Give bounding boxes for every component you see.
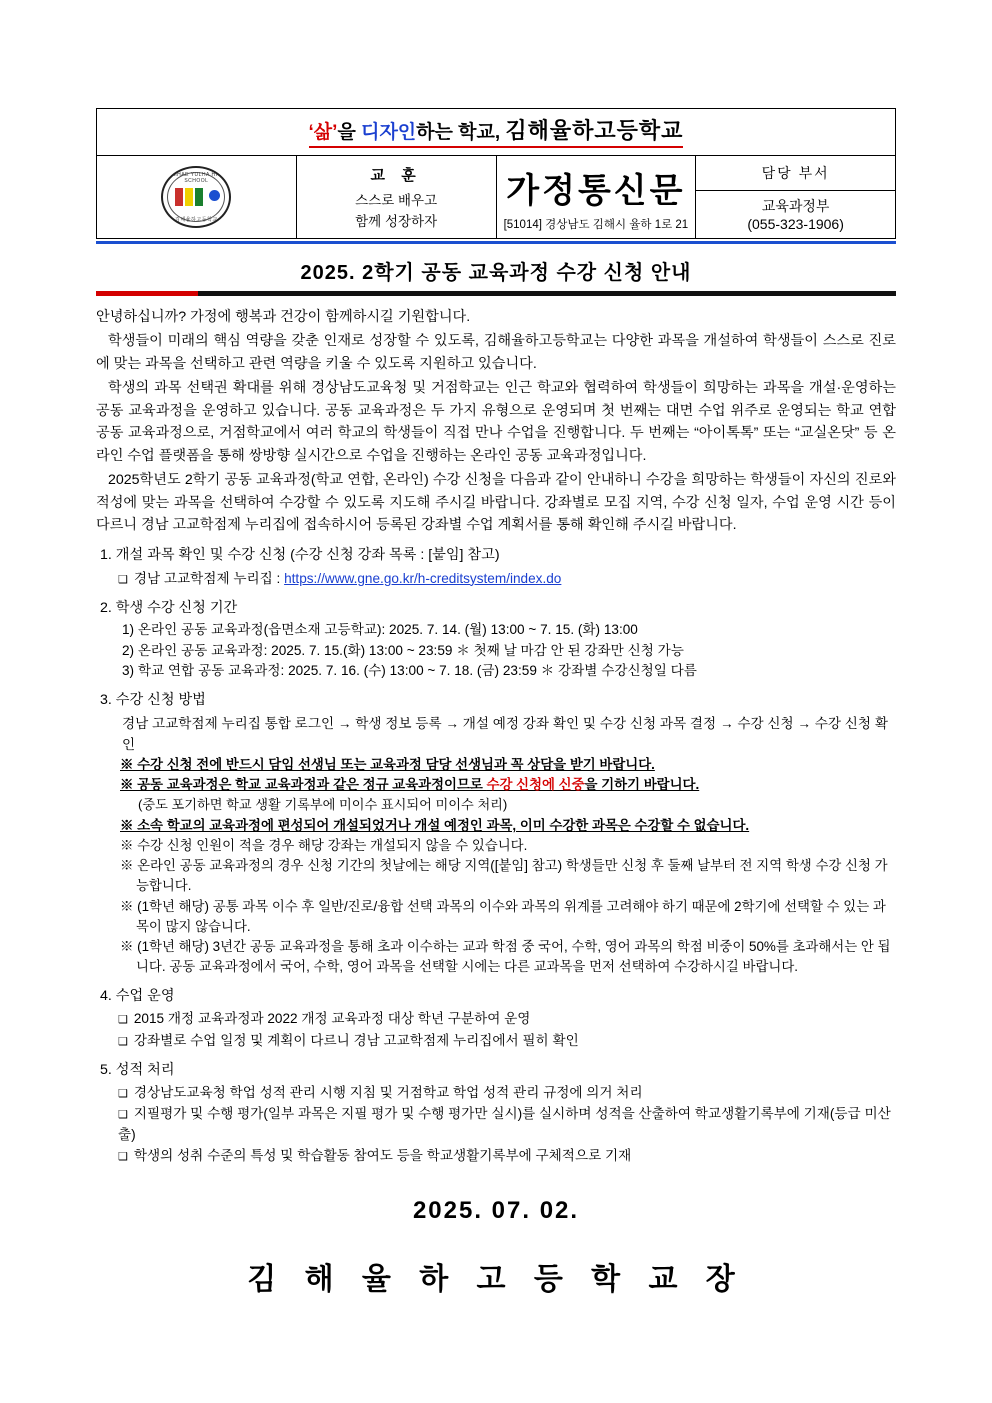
section-2-heading: 2. 학생 수강 신청 기간 — [100, 599, 238, 616]
section-3-note-2 — [120, 775, 896, 795]
section-4-item-0-text: 2015 개정 교육과정과 2022 개정 교육과정 대상 학년 구분하여 운영 — [133, 1011, 531, 1027]
department-phone: (055-323-1906) — [747, 216, 844, 232]
note-2-pre: ※ 공동 교육과정은 학교 교육과정과 같은 정규 교육과정이므로 — [120, 777, 487, 793]
emblem-top-text: KIMHAE YULHA HIGH SCHOOL — [166, 172, 226, 184]
intro-paragraph-4: 2025학년도 2학기 공동 교육과정(학교 연합, 온라인) 수강 신청을 다음과 같이 안내하니 수강을 희망하는 학생들이 자신의 진로와 적성에 맞는 과목을 선택하여 수강할 수 있도록 지도해 주시길 바랍니다. 강좌별로 모집 지역, 수강 신청 일자, 수업 운영 시간 등이 다르니 경남 고교학점제 누리집에 접속하시어 등록된 강좌별 수업 계획서를 통해 확인해 주시길 바랍니다. — [96, 472, 896, 533]
section-3-note-1: ※ 수강 신청 전에 반드시 담임 선생님 또는 교육과정 담당 선생님과 꼭 상담을 받기 바랍니다. — [120, 757, 655, 773]
nuri-label: 경남 고교학점제 누리집 : — [133, 570, 285, 586]
section-3-note-7: ※ (1학년 해당) 공통 과목 이수 후 일반/진로/융합 선택 과목의 이수와 과목의 위계를 고려해야 하기 때문에 2학기에 선택할 수 있는 과목이 많지 않습니다. — [120, 898, 886, 934]
school-address: [51014] 경상남도 김해시 율하 1로 21 — [503, 218, 689, 231]
slogan-part-2: 을 — [337, 122, 362, 143]
section-3-heading: 3. 수강 신청 방법 — [100, 692, 206, 709]
section-4-item-1 — [118, 1030, 896, 1051]
section-3-note-8: ※ (1학년 해당) 3년간 공동 교육과정을 통해 초과 이수하는 교과 학점 중 국어, 수학, 영어 과목의 학점 비중이 50%를 초과해서는 안 됩니다. 공동 교육과정에서 국어, 수학, 영어 과목을 선택할 시에는 다른 교과목을 먼저 선택하여 수강하시길 바랍니다. — [120, 938, 891, 974]
school-motto-cell — [296, 156, 496, 239]
section-4-item-1-text: 강좌별로 수업 일정 및 계획이 다르니 경남 고교학점제 누리집에서 필히 확인 — [133, 1032, 579, 1048]
section-5-item-0-text: 경상남도교육청 학업 성적 관리 시행 지침 및 거점학교 학업 성적 관리 규정에 의거 처리 — [133, 1085, 643, 1100]
department-header: 담당 부서 — [696, 156, 895, 191]
slogan-part-3: 디자인 — [361, 122, 417, 143]
school-slogan-bar — [97, 109, 896, 156]
section-4 — [96, 985, 896, 1051]
section-3-note-5: ※ 수강 신청 인원이 적을 경우 해당 강좌는 개설되지 않을 수 있습니다. — [120, 838, 528, 854]
school-emblem-icon — [161, 166, 231, 228]
page-title: 2025. 2학기 공동 교육과정 수강 신청 안내 — [300, 262, 692, 284]
nuri-link[interactable]: https://www.gne.go.kr/h-creditsystem/index.do — [284, 570, 562, 586]
section-4-item-0 — [118, 1008, 896, 1029]
intro-paragraph-2: 학생들이 미래의 핵심 역량을 갖춘 인재로 성장할 수 있도록, 김해율하고등학교는 다양한 과목을 개설하여 학생들이 스스로 진로에 맞는 과목을 선택하고 관련 역량을 키울 수 있도록 지원하고 있습니다. — [96, 333, 896, 372]
slogan-part-1: ‘삶’ — [308, 122, 338, 143]
section-5-item-1-text: 지필평가 및 수행 평가(일부 과목은 지필 평가 및 수행 평가만 실시)를 실시하며 성적을 산출하여 학교생활기록부에 기재(등급 미산출) — [118, 1106, 891, 1143]
document-type-cell — [496, 156, 696, 239]
title-divider — [96, 291, 896, 296]
section-5-item-2 — [118, 1145, 896, 1166]
motto-line-2: 함께 성장하자 — [355, 214, 438, 229]
section-3-flow: 경남 고교학점제 누리집 통합 로그인 → 학생 정보 등록 → 개설 예정 강좌 확인 및 수강 신청 과목 결정 → 수강 신청 → 수강 신청 확인 — [122, 715, 888, 752]
intro-paragraph-3: 학생의 과목 선택권 확대를 위해 경상남도교육청 및 거점학교는 인근 학교와 협력하여 학생들이 희망하는 과목을 개설·운영하는 공동 교육과정을 운영하고 있습니다. 공동 교육과정은 두 가지 유형으로 운영되며 첫 번째는 대면 수업 위주로 운영되는 학교 연합 공동 교육과정으로, 거점학교에서 여러 학교의 학생들이 직접 만나 수업을 진행합니다. 두 번째는 “아이톡톡” 또는 “교실온닷” 등 온라인 수업 플랫폼을 통해 쌍방향 실시간으로 수업을 진행하는 온라인 공동 교육과정입니다. — [96, 380, 896, 464]
issue-date: 2025. 07. 02. — [412, 1197, 580, 1225]
section-5-item-1 — [118, 1103, 896, 1145]
section-2-item-0: 1) 온라인 공동 교육과정(읍면소재 고등학교): 2025. 7. 14. (월) 13:00 ~ 7. 15. (화) 13:00 — [122, 622, 638, 638]
section-3-note-6: ※ 온라인 공동 교육과정의 경우 신청 기간의 첫날에는 해당 지역([붙임] 참고) 학생들만 신청 후 둘째 날부터 전 지역 학생 수강 신청 가능합니다. — [120, 858, 888, 894]
section-5 — [96, 1059, 896, 1167]
section-3 — [96, 689, 896, 977]
section-1-heading: 1. 개설 과목 확인 및 수강 신청 (수강 신청 강좌 목록 : [붙임] 참고) — [100, 547, 500, 564]
section-2 — [96, 597, 896, 682]
document-body — [96, 306, 896, 1304]
section-5-heading: 5. 성적 처리 — [100, 1061, 175, 1078]
emblem-bottom-text: 김해율하고등학교 — [175, 217, 218, 223]
school-name: 김해율하고등학교 — [505, 118, 684, 143]
principal-signature: 김 해 율 하 고 등 학 교 장 — [247, 1263, 745, 1297]
section-2-item-2: 3) 학교 연합 공동 교육과정: 2025. 7. 16. (수) 13:00 ~ 7. 18. (금) 23:59 ＊ 강좌별 수강신청일 다름 — [122, 663, 697, 679]
school-emblem-cell — [97, 156, 297, 239]
department-name: 교육과정부 — [761, 198, 830, 214]
note-2-red: 수강 신청에 신중 — [486, 777, 585, 793]
department-cell — [696, 156, 896, 239]
section-5-item-0 — [118, 1082, 896, 1103]
slogan-part-4: 하는 학교, — [416, 122, 506, 143]
motto-label: 교 훈 — [370, 167, 422, 184]
section-3-note-3: (중도 포기하면 학교 생활 기록부에 미이수 표시되어 미이수 처리) — [138, 797, 508, 813]
section-5-item-2-text: 학생의 성취 수준의 특성 및 학습활동 참여도 등을 학교생활기록부에 구체적으로 기재 — [133, 1148, 632, 1164]
letterhead-table — [96, 108, 896, 239]
note-2-post: 을 기하기 바랍니다. — [584, 777, 700, 793]
section-1 — [96, 544, 896, 589]
section-4-heading: 4. 수업 운영 — [100, 988, 175, 1004]
intro-paragraph-1: 안녕하십니까? 가정에 행복과 건강이 함께하시길 기원합니다. — [96, 309, 471, 325]
section-2-item-1: 2) 온라인 공동 교육과정: 2025. 7. 15.(화) 13:00 ~ 23:59 ＊ 첫째 날 마감 안 된 강좌만 신청 가능 — [122, 642, 684, 658]
section-3-note-4: ※ 소속 학교의 교육과정에 편성되어 개설되었거나 개설 예정인 과목, 이미 수강한 과목은 수강할 수 없습니다. — [120, 818, 750, 834]
document-type-title: 가정통신문 — [506, 171, 686, 210]
section-1-item-0 — [118, 568, 896, 589]
motto-line-1: 스스로 배우고 — [355, 193, 438, 208]
